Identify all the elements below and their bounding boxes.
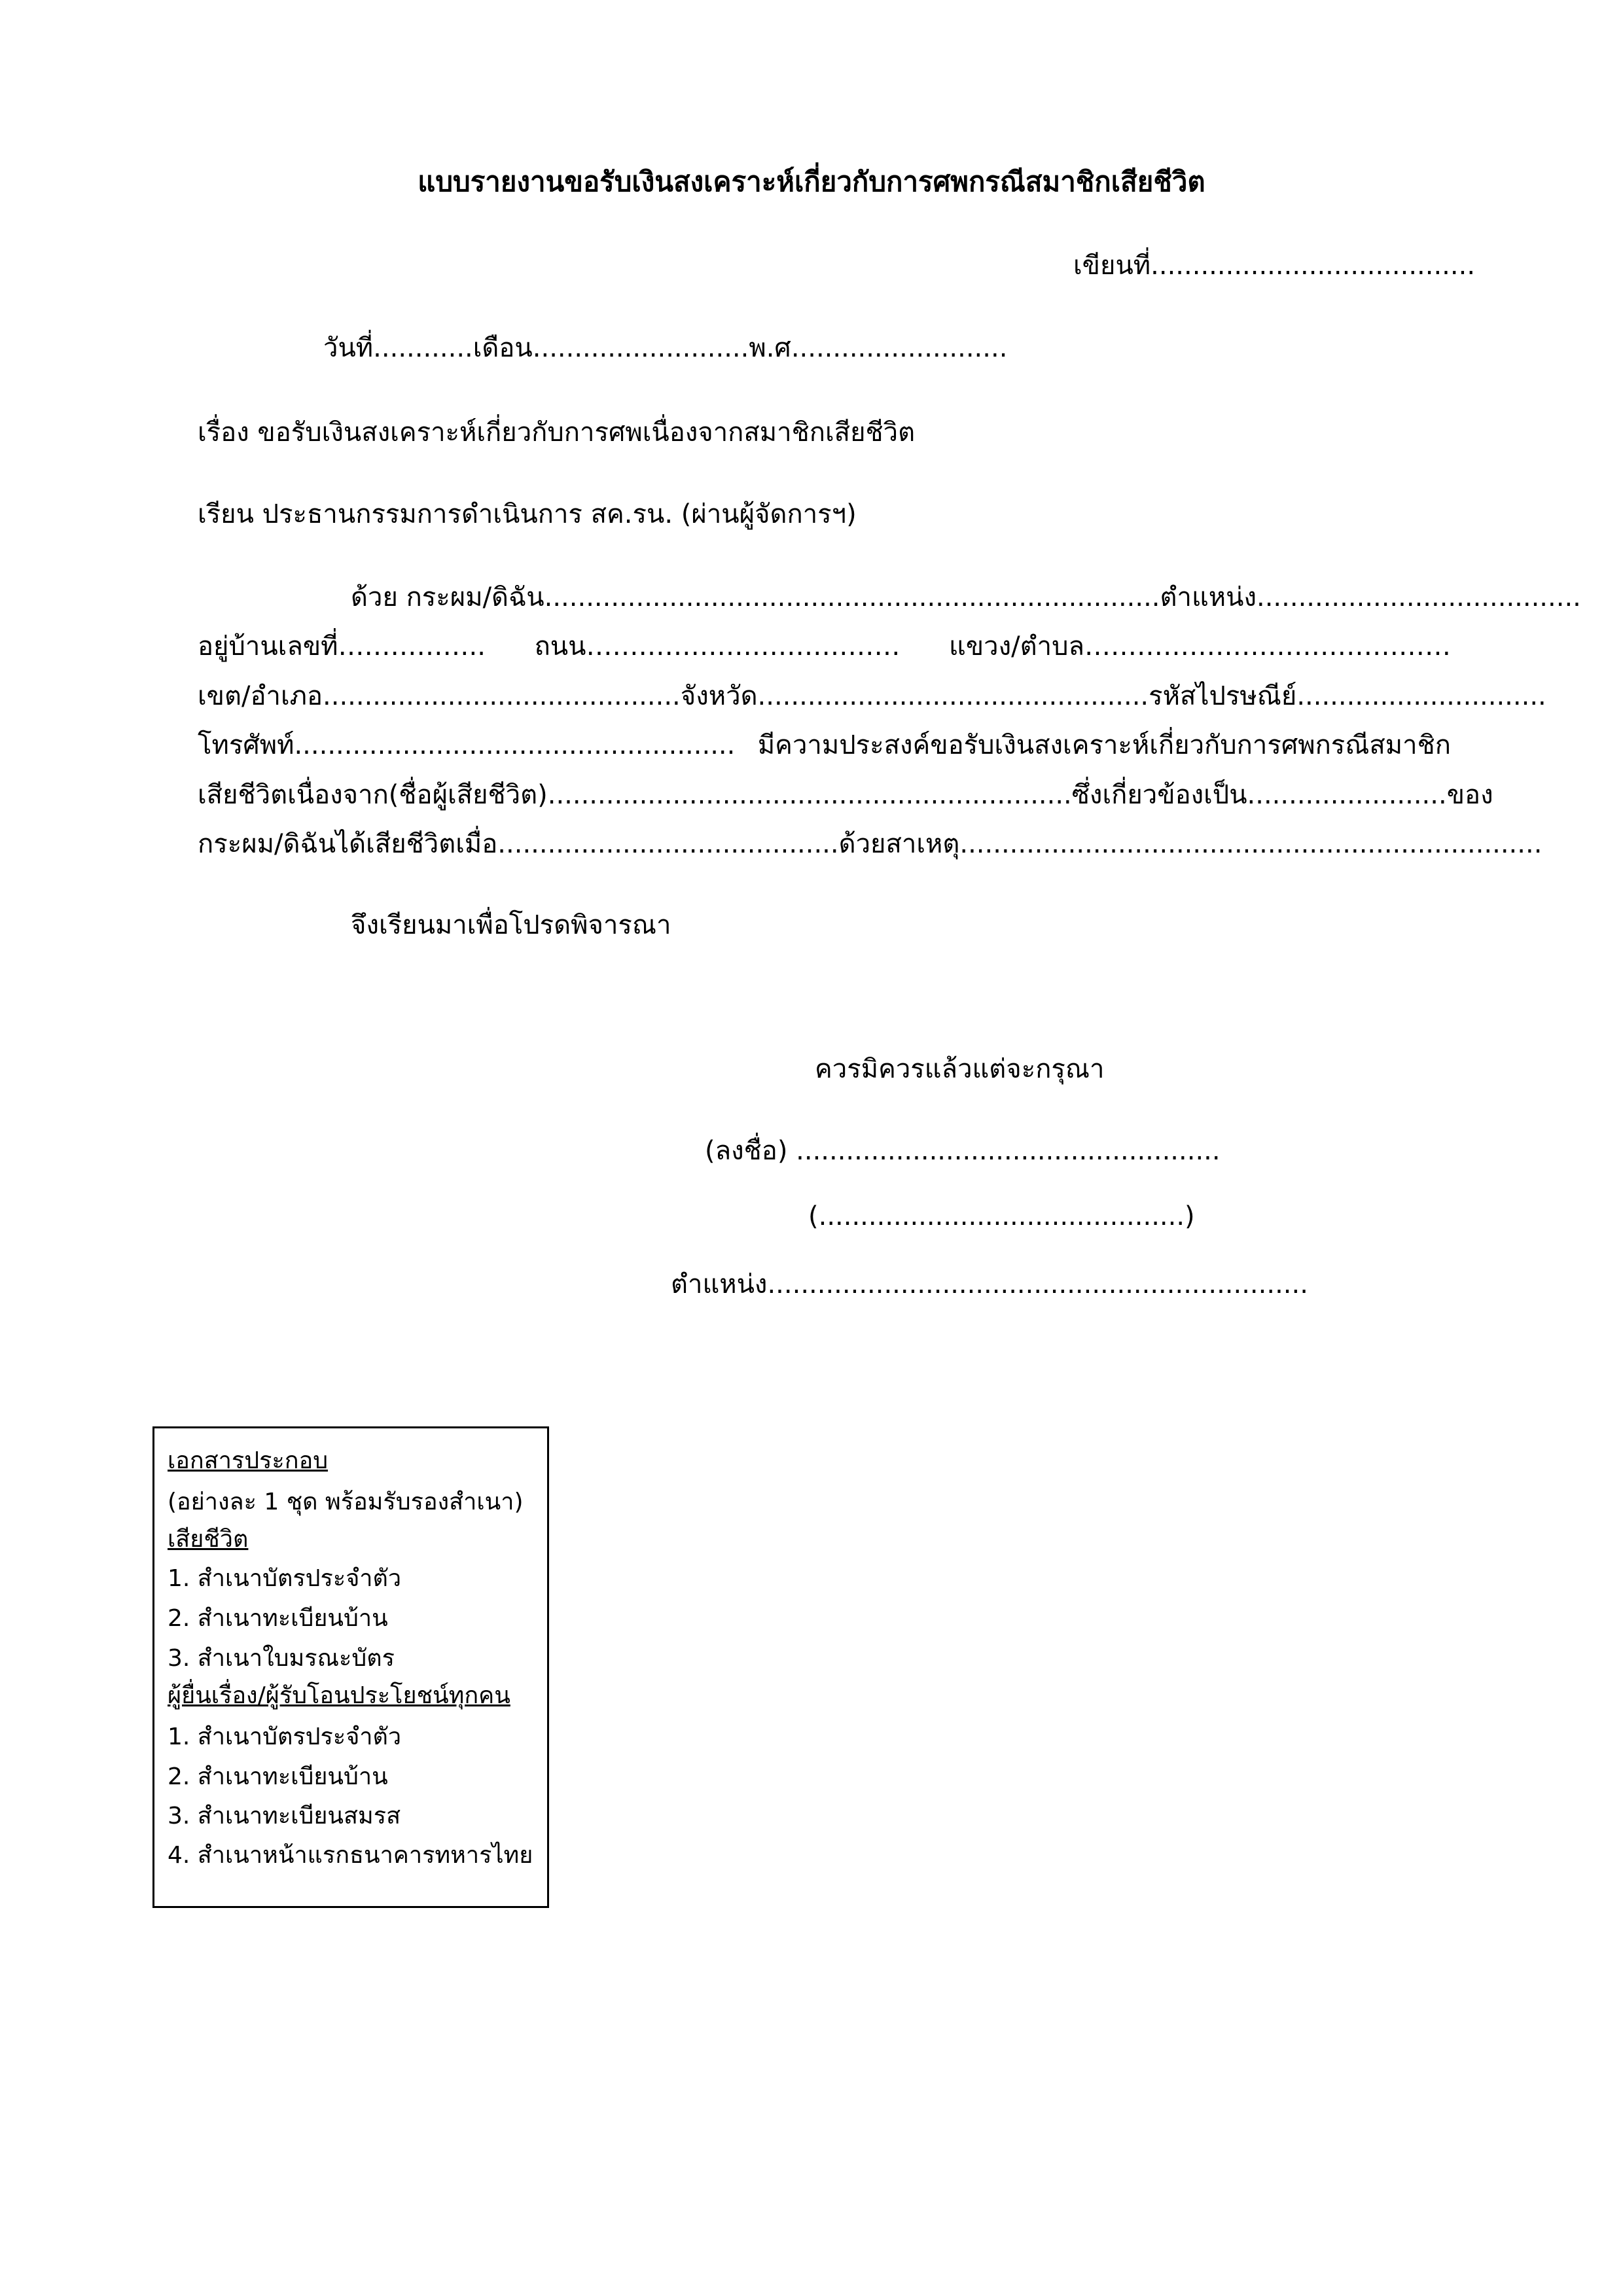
written-at-field: เขียนที่....................................... xyxy=(1073,251,1476,281)
deceased-name-field: เสียชีวิตเนื่องจาก(ชื่อผู้เสียชีวิต)............................................................... xyxy=(198,780,1072,810)
closing-line: จึงเรียนมาเพื่อโปรดพิจารณา xyxy=(351,910,671,940)
courtesy-line: ควรมิควรแล้วแต่จะกรุณา xyxy=(815,1054,1105,1084)
applicant-doc-item: 3. สำเนาทะเบียนสมรส xyxy=(168,1803,401,1829)
applicant-doc-item: 1. สำเนาบัตรประจำตัว xyxy=(168,1723,402,1750)
deceased-doc-item: 3. สำเนาใบมรณะบัตร xyxy=(168,1645,395,1672)
body-line-3 xyxy=(198,678,1546,715)
deceased-doc-item: 1. สำเนาบัตรประจำตัว xyxy=(168,1565,402,1592)
body-line-1 xyxy=(351,579,1581,616)
request-text: มีความประสงค์ขอรับเงินสงเคราะห์เกี่ยวกับการศพกรณีสมาชิก xyxy=(757,730,1451,760)
body-line-2 xyxy=(198,628,1451,665)
date-line: วันที่............เดือน..........................พ.ศ.......................... xyxy=(323,333,1008,363)
relationship-field: ซึ่งเกี่ยวข้องเป็น........................ xyxy=(1071,780,1447,810)
deceased-doc-item: 2. สำเนาทะเบียนบ้าน xyxy=(168,1605,388,1632)
position-field: ตำแหน่ง....................................... xyxy=(1160,582,1581,612)
deceased-docs-heading: เสียชีวิต xyxy=(168,1526,249,1553)
death-date-cause-line: กระผม/ดิฉันได้เสียชีวิตเมื่อ.........................................ด้วยสาเหตุ...................................................................... xyxy=(198,829,1543,859)
applicant-docs-heading: ผู้ยื่นเรื่อง/ผู้รับโอนประโยชน์ทุกคน xyxy=(168,1682,510,1709)
body-line-5 xyxy=(198,777,1493,813)
phone-field: โทรศัพท์..................................................... xyxy=(198,730,736,760)
province-field: จังหวัด............................................... xyxy=(680,681,1149,711)
name-field: ด้วย กระผม/ดิฉัน.......................................................................... xyxy=(351,582,1160,612)
applicant-doc-item: 4. สำเนาหน้าแรกธนาคารทหารไทย xyxy=(168,1842,533,1869)
district-field: เขต/อำเภอ........................................... xyxy=(198,681,681,711)
subject-line: เรื่อง ขอรับเงินสงเคราะห์เกี่ยวกับการศพเนื่องจากสมาชิกเสียชีวิต xyxy=(198,417,916,448)
body-line-4 xyxy=(198,727,1451,764)
subdistrict-field: แขวง/ตำบล…………………………………… xyxy=(949,631,1451,662)
printed-name-line: (............................................) xyxy=(808,1201,1195,1231)
attachments-note: (อย่างละ 1 ชุด พร้อมรับรองสำเนา) xyxy=(168,1489,524,1515)
signature-line: (ลงชื่อ) ................................................... xyxy=(705,1136,1221,1166)
attachments-heading: เอกสารประกอบ xyxy=(168,1447,329,1474)
addressee-line: เรียน ประธานกรรมการดำเนินการ สค.รน. (ผ่านผู้จัดการฯ) xyxy=(198,499,857,529)
form-title: แบบรายงานขอรับเงินสงเคราะห์เกี่ยวกับการศพกรณีสมาชิกเสียชีวิต xyxy=(418,166,1205,198)
signer-position-line: ตำแหน่ง................................................................. xyxy=(671,1269,1308,1299)
road-field: ถนน……………………………… xyxy=(534,631,901,662)
of-text: ของ xyxy=(1446,780,1493,810)
attachments-box xyxy=(152,1426,549,1908)
postcode-field: รหัสไปรษณีย์.............................. xyxy=(1149,681,1546,711)
applicant-doc-item: 2. สำเนาทะเบียนบ้าน xyxy=(168,1763,388,1790)
house-number-field: อยู่บ้านเลขที่…………….. xyxy=(198,631,486,662)
